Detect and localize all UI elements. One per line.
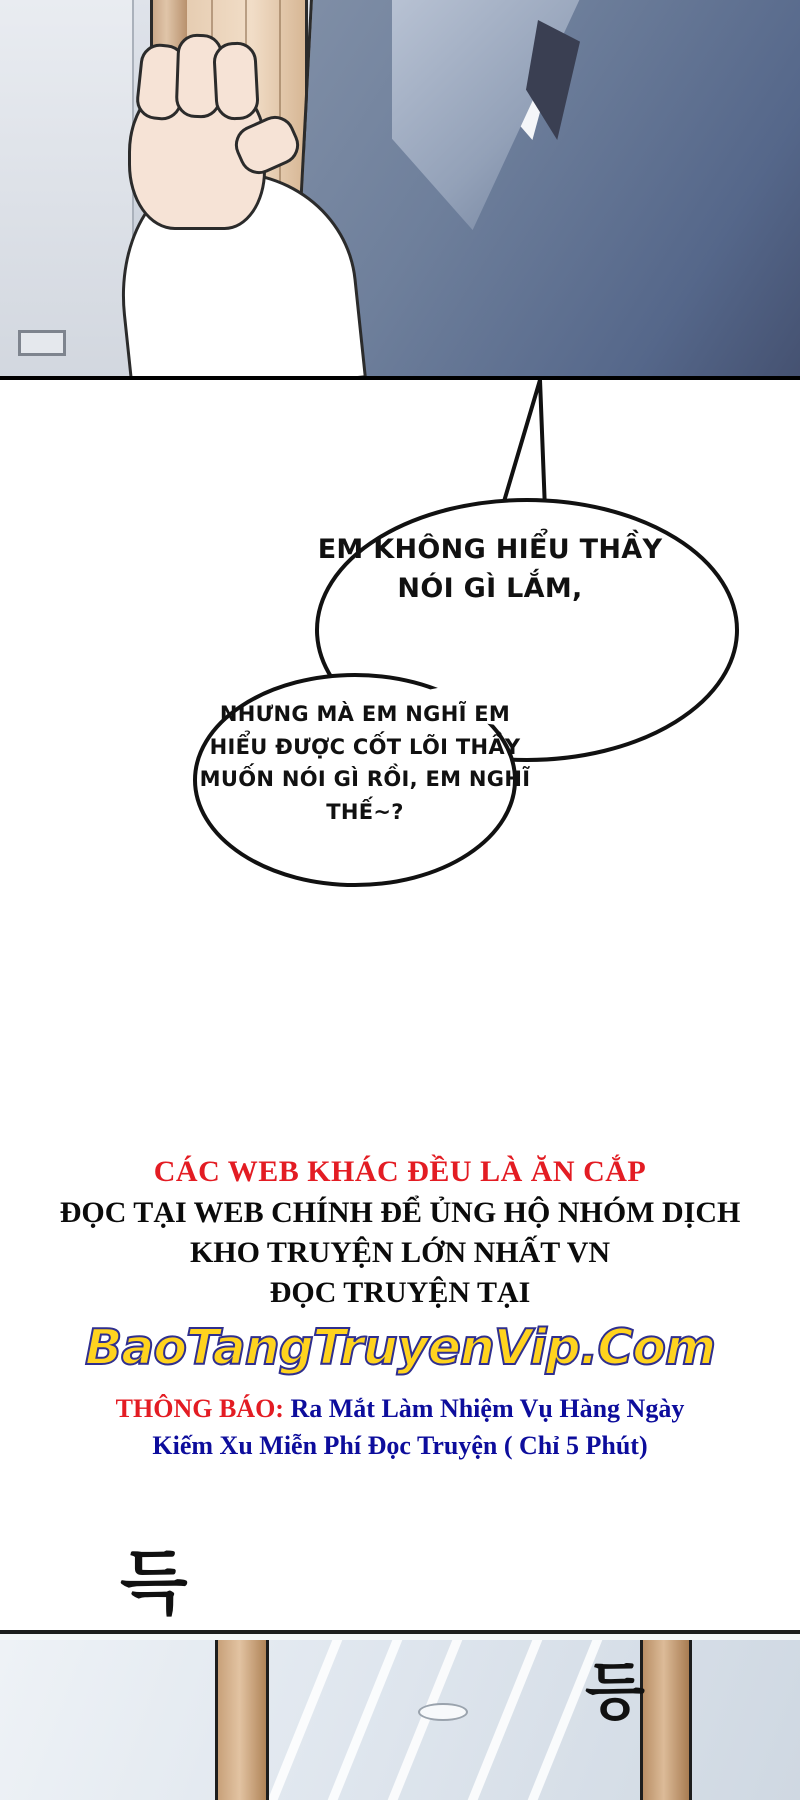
character-finger	[212, 41, 260, 121]
promo-brand-link[interactable]: BaoTangTruyenVip.Com	[84, 1318, 716, 1376]
promo-notice-label: THÔNG BÁO:	[115, 1393, 284, 1423]
desk-object-oval	[418, 1703, 468, 1721]
comic-panel-top	[0, 0, 800, 380]
sound-effect-1: 득	[120, 1545, 188, 1624]
promo-notice-text: Ra Mắt Làm Nhiệm Vụ Hàng Ngày	[283, 1393, 685, 1423]
sound-effect-2: 등	[585, 1655, 645, 1728]
promo-notice-line2: Kiếm Xu Miễn Phí Đọc Truyện ( Chỉ 5 Phút)	[152, 1431, 648, 1461]
promo-warning-line: CÁC WEB KHÁC ĐỀU LÀ ĂN CẮP	[153, 1155, 647, 1188]
wall-plate-decor	[18, 330, 66, 356]
speech-bubble-2-text: NHƯNG MÀ EM NGHĨ EM HIỂU ĐƯỢC CỐT LÕI THẦY MUỐN NÓI GÌ RỒI, EM NGHĨ THẾ~?	[199, 702, 531, 824]
wood-post-right	[640, 1640, 692, 1800]
background-wall-left	[0, 0, 134, 380]
promo-largest-line: KHO TRUYỆN LỚN NHẤT VN	[189, 1235, 611, 1269]
wood-post-left	[215, 1640, 269, 1800]
speech-bubble-area	[0, 380, 800, 1160]
promo-notice	[0, 1390, 800, 1465]
promo-block	[0, 1155, 800, 1465]
speech-bubble-1-text: EM KHÔNG HIỂU THẦY NÓI GÌ LẮM,	[317, 534, 663, 605]
promo-read-at-line: ĐỌC TRUYỆN TẠI	[269, 1275, 531, 1309]
comic-panel-bottom	[0, 1545, 800, 1800]
promo-support-line: ĐỌC TẠI WEB CHÍNH ĐỂ ỦNG HỘ NHÓM DỊCH	[59, 1196, 741, 1229]
